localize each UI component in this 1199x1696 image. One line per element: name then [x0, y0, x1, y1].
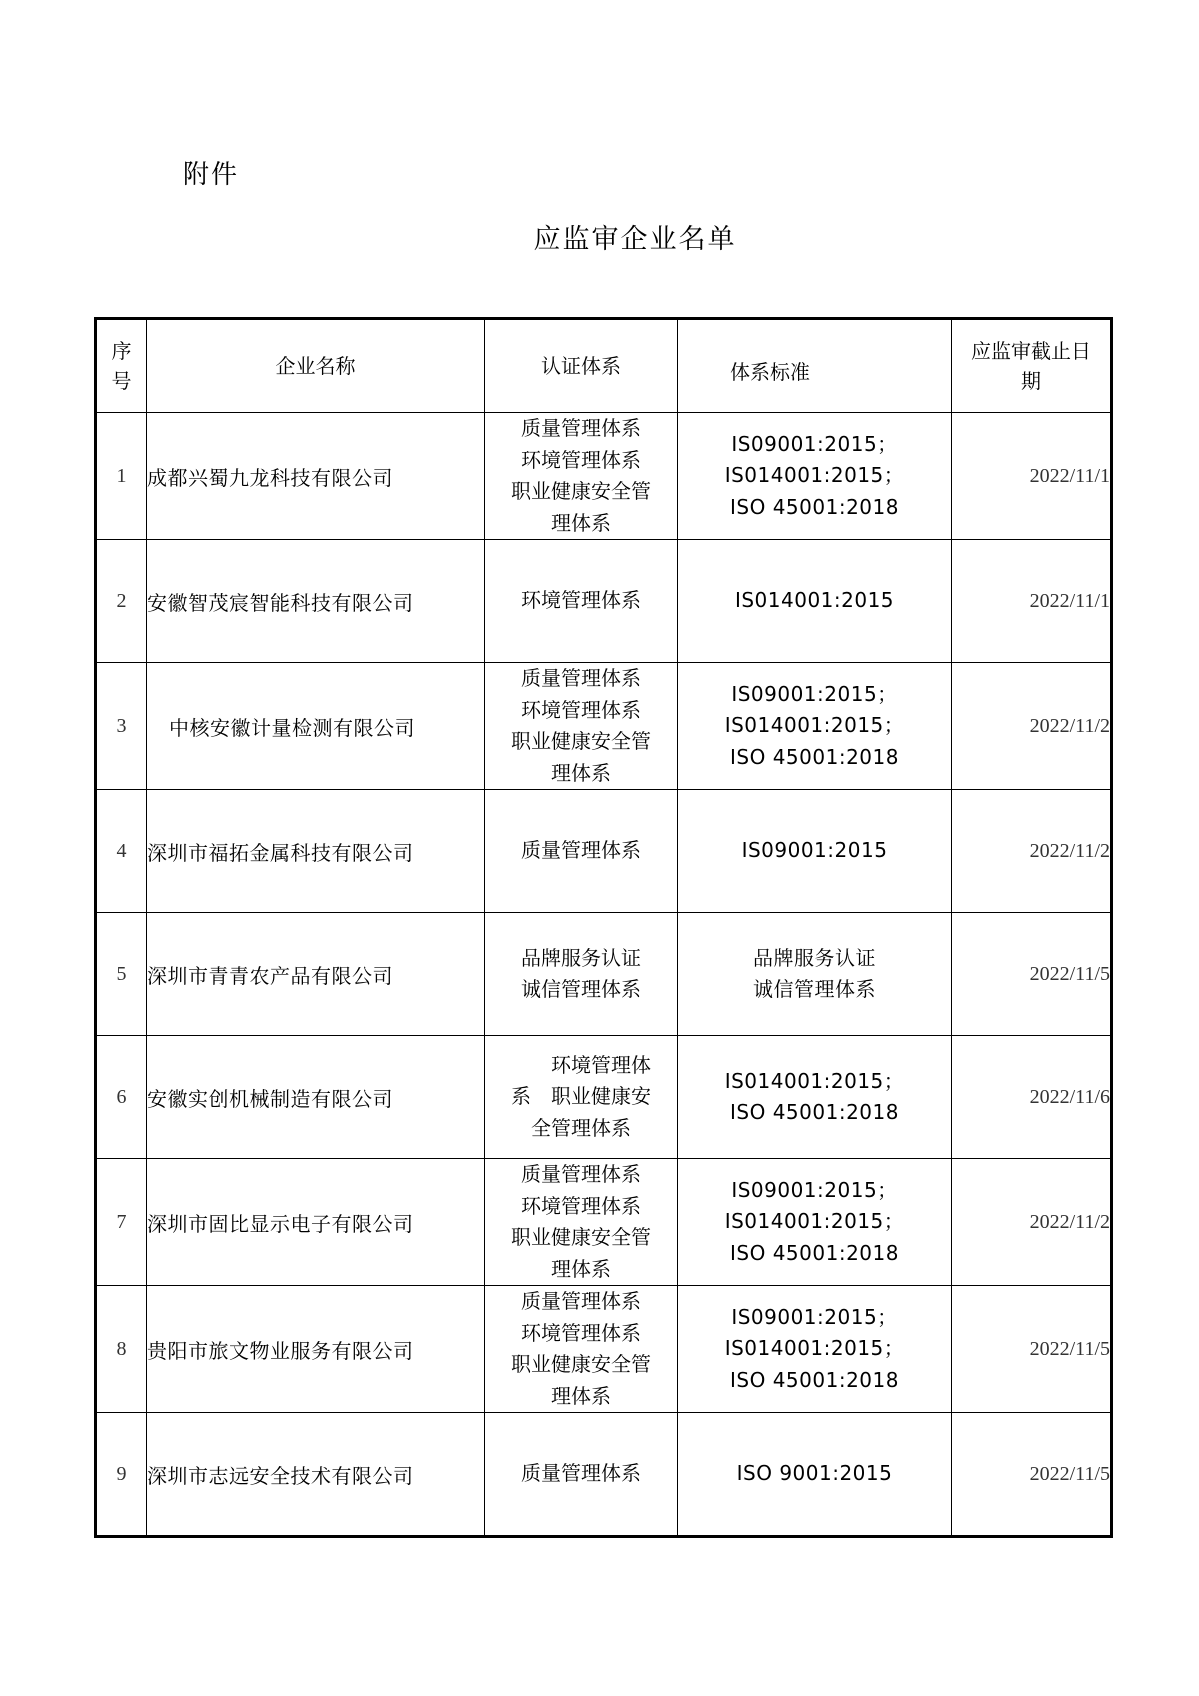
certification-line: 理体系 [551, 1383, 611, 1408]
cell-company-name: 深圳市福拓金属科技有限公司 [147, 790, 485, 913]
standard-line: IS09001:2015； [731, 1177, 898, 1202]
attachment-label: 附件 [183, 160, 240, 190]
certification-line: 理体系 [551, 510, 611, 535]
header-serial-number-line: 序 [111, 339, 132, 363]
cell-certification-system [485, 1286, 678, 1413]
cell-certification-system [485, 413, 678, 540]
standard-line: ISO 45001:2018 [730, 1100, 899, 1124]
standard-line: ISO 45001:2018 [730, 1240, 899, 1265]
cell-certification-system [485, 1159, 678, 1286]
standard-line: IS09001:2015； [731, 1304, 898, 1329]
cell-company-name: 深圳市志远安全技术有限公司 [147, 1413, 485, 1537]
header-serial-number-line: 号 [111, 369, 132, 393]
table-row [96, 1159, 1112, 1286]
enterprise-list-table [94, 317, 1113, 1538]
standard-line: IS09001:2015； [731, 681, 898, 706]
certification-line: 质量管理体系 [521, 838, 641, 863]
cell-serial-number: 5 [96, 913, 147, 1036]
cell-company-name: 中核安徽计量检测有限公司 [147, 663, 485, 790]
cell-deadline-date: 2022/11/2 [952, 1159, 1112, 1286]
cell-serial-number: 2 [96, 540, 147, 663]
table-header-row [96, 319, 1112, 413]
header-serial-number [96, 319, 147, 413]
cell-company-name: 成都兴蜀九龙科技有限公司 [147, 413, 485, 540]
certification-line: 理体系 [551, 1256, 611, 1281]
cell-system-standard [678, 1286, 952, 1413]
cell-system-standard [678, 913, 952, 1036]
standard-line: IS014001:2015； [724, 1336, 905, 1361]
cell-certification-system [485, 1036, 678, 1159]
standard-line: ISO 45001:2018 [730, 744, 899, 769]
certification-line: 环境管理体系 [521, 1193, 641, 1218]
cell-system-standard [678, 663, 952, 790]
header-company-name: 企业名称 [147, 319, 485, 413]
header-deadline-line: 应监审截止日 [971, 339, 1091, 363]
certification-line: 系 职业健康安 [511, 1084, 651, 1109]
certification-line: 品牌服务认证 [521, 945, 641, 970]
standard-line: 诚信管理体系 [753, 977, 876, 1001]
cell-company-name: 深圳市固比显示电子有限公司 [147, 1159, 485, 1286]
cell-certification-system [485, 663, 678, 790]
standard-line: 品牌服务认证 [753, 945, 876, 970]
cell-system-standard [678, 790, 952, 913]
table-row [96, 1413, 1112, 1537]
certification-line: 环境管理体系 [521, 447, 641, 472]
table-row [96, 1036, 1112, 1159]
cell-deadline-date: 2022/11/5 [952, 1286, 1112, 1413]
certification-line: 理体系 [551, 760, 611, 785]
cell-company-name: 安徽智茂宸智能科技有限公司 [147, 540, 485, 663]
standard-line: IS014001:2015 [734, 588, 895, 613]
cell-deadline-date: 2022/11/5 [952, 913, 1112, 1036]
header-deadline [952, 319, 1112, 413]
cell-system-standard [678, 1159, 952, 1286]
certification-line: 诚信管理体系 [521, 977, 641, 1001]
table-row [96, 913, 1112, 1036]
standard-line: IS014001:2015； [724, 1068, 905, 1093]
cell-deadline-date: 2022/11/1 [952, 413, 1112, 540]
table-row [96, 790, 1112, 913]
header-certification-system: 认证体系 [485, 319, 678, 413]
cell-deadline-date: 2022/11/2 [952, 790, 1112, 913]
cell-certification-system [485, 913, 678, 1036]
certification-line: 职业健康安全管 [511, 1225, 651, 1249]
cell-serial-number: 1 [96, 413, 147, 540]
certification-line: 全管理体系 [531, 1115, 631, 1140]
standard-line: ISO 45001:2018 [730, 1367, 899, 1392]
certification-line: 质量管理体系 [521, 1289, 641, 1313]
table-row [96, 540, 1112, 663]
table-row [96, 663, 1112, 790]
cell-deadline-date: 2022/11/1 [952, 540, 1112, 663]
certification-line: 质量管理体系 [521, 416, 641, 440]
cell-deadline-date: 2022/11/6 [952, 1036, 1112, 1159]
standard-line: IS09001:2015； [731, 431, 898, 456]
certification-line: 质量管理体系 [521, 1461, 641, 1486]
cell-serial-number: 9 [96, 1413, 147, 1537]
cell-system-standard [678, 1413, 952, 1537]
table-row [96, 1286, 1112, 1413]
certification-line: 职业健康安全管 [511, 1352, 651, 1376]
standard-line: IS09001:2015 [741, 838, 888, 863]
cell-system-standard [678, 413, 952, 540]
standard-line: ISO 9001:2015 [736, 1461, 893, 1486]
cell-company-name: 贵阳市旅文物业服务有限公司 [147, 1286, 485, 1413]
cell-company-name: 安徽实创机械制造有限公司 [147, 1036, 485, 1159]
table-body [96, 413, 1112, 1537]
cell-deadline-date: 2022/11/5 [952, 1413, 1112, 1537]
standard-line: IS014001:2015； [724, 463, 905, 488]
cell-serial-number: 6 [96, 1036, 147, 1159]
cell-company-name: 深圳市青青农产品有限公司 [147, 913, 485, 1036]
certification-line: 环境管理体系 [521, 588, 641, 613]
standard-line: IS014001:2015； [724, 1209, 905, 1234]
certification-line: 环境管理体系 [521, 697, 641, 722]
cell-system-standard [678, 540, 952, 663]
header-system-standard: 体系标准 [678, 319, 952, 413]
cell-certification-system [485, 540, 678, 663]
cell-certification-system [485, 1413, 678, 1537]
certification-line: 质量管理体系 [521, 1162, 641, 1186]
table-row [96, 413, 1112, 540]
cell-serial-number: 4 [96, 790, 147, 913]
cell-system-standard [678, 1036, 952, 1159]
cell-certification-system [485, 790, 678, 913]
certification-line: 职业健康安全管 [511, 729, 651, 753]
standard-line: ISO 45001:2018 [730, 494, 899, 519]
cell-deadline-date: 2022/11/2 [952, 663, 1112, 790]
certification-line: 环境管理体 [511, 1052, 651, 1077]
certification-line: 职业健康安全管 [511, 479, 651, 503]
standard-line: IS014001:2015； [724, 713, 905, 738]
cell-serial-number: 3 [96, 663, 147, 790]
certification-line: 质量管理体系 [521, 666, 641, 690]
cell-serial-number: 7 [96, 1159, 147, 1286]
header-deadline-line: 期 [1021, 369, 1041, 393]
cell-serial-number: 8 [96, 1286, 147, 1413]
certification-line: 环境管理体系 [521, 1320, 641, 1345]
document-title: 应监审企业名单 [533, 224, 737, 255]
